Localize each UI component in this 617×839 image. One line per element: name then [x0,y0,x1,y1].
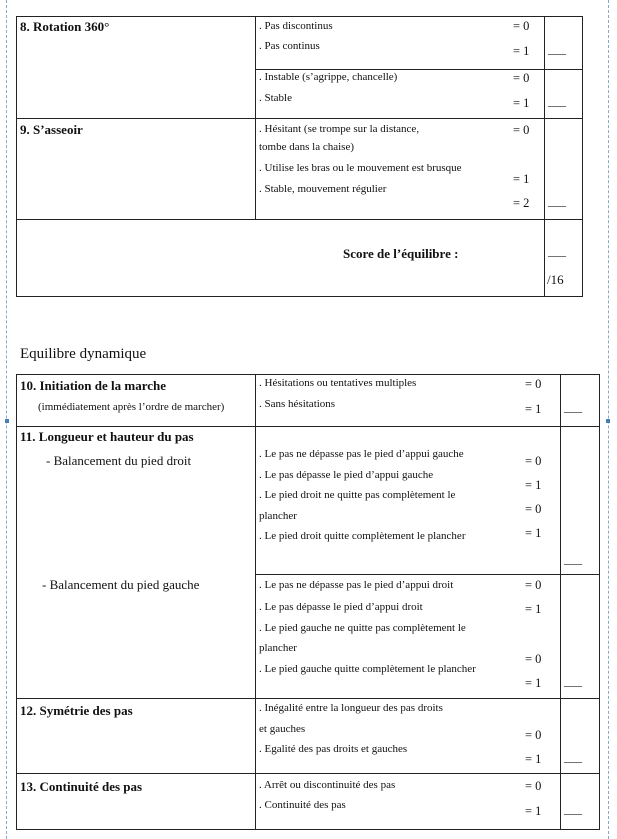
item-title: 10. Initiation de la marche [20,378,167,393]
section-heading: Equilibre dynamique [20,346,147,362]
option-score: = 2 [513,196,530,210]
row-divider [16,773,600,774]
option-text: . Le pas ne dépasse pas le pied d’appui gauche [259,448,464,460]
column-divider [544,16,545,297]
option-score: = 1 [513,172,530,186]
score-blank[interactable]: ___ [564,674,582,688]
option-text: . Le pas dépasse le pied d’appui gauche [259,469,434,481]
option-score: = 0 [525,728,542,742]
option-text: . Hésitant (se trompe sur la distance, [259,123,420,135]
option-text: . Pas continus [259,40,320,52]
option-text: . Le pied gauche ne quitte pas complètement le [259,622,466,634]
option-score: = 1 [525,752,542,766]
row-divider [16,219,583,220]
score-blank[interactable]: ___ [564,802,582,816]
option-text: . Le pied gauche quitte complètement le plancher [259,663,476,675]
balance-score-label: Score de l’équilibre : [343,246,459,261]
option-score: = 0 [525,779,542,793]
option-score: = 0 [525,502,542,516]
option-text: . Instable (s’agrippe, chancelle) [259,71,398,83]
item-title: 12. Symétrie des pas [20,703,133,718]
column-divider [255,16,256,219]
score-blank[interactable]: ___ [564,552,582,566]
option-score: = 1 [525,478,542,492]
page-marker-left [5,419,9,423]
row-divider [16,426,600,427]
option-text: . Arrêt ou discontinuité des pas [259,779,396,791]
score-blank[interactable]: ___ [564,400,582,414]
option-score: = 0 [513,123,530,137]
score-blank[interactable]: ___ [548,194,566,208]
option-text: . Le pied droit quitte complètement le plancher [259,530,466,542]
item-title: 11. Longueur et hauteur du pas [20,429,194,444]
option-text: . Egalité des pas droits et gauches [259,743,408,755]
option-text: . Stable [259,92,292,104]
option-score: = 0 [513,19,530,33]
column-divider [255,374,256,830]
option-score: = 0 [513,71,530,85]
option-text: . Inégalité entre la longueur des pas droits [259,702,443,714]
balance-score-max: /16 [547,272,564,287]
option-score: = 0 [525,578,542,592]
option-text: tombe dans la chaise) [259,141,354,153]
score-blank[interactable]: ___ [548,42,566,56]
option-score: = 0 [525,377,542,391]
option-text: plancher [259,510,297,522]
score-blank[interactable]: ___ [548,244,566,258]
option-score: = 0 [525,652,542,666]
option-text: . Continuité des pas [259,799,346,811]
option-score: = 1 [513,96,530,110]
balance-table [16,16,583,297]
column-divider [560,374,561,830]
option-text: . Utilise les bras ou le mouvement est brusque [259,162,462,174]
option-score: = 1 [525,526,542,540]
option-text: . Hésitations ou tentatives multiples [259,377,417,389]
option-score: = 0 [525,454,542,468]
subrow-label: - Balancement du pied droit [46,453,192,468]
row-divider [255,574,600,575]
row-divider [16,118,583,119]
option-text: . Le pas dépasse le pied d’appui droit [259,601,423,613]
option-text: plancher [259,642,297,654]
option-text: . Le pied droit ne quitte pas complètement le [259,489,456,501]
option-score: = 1 [513,44,530,58]
option-score: = 1 [525,402,542,416]
score-blank[interactable]: ___ [548,94,566,108]
subrow-label: - Balancement du pied gauche [42,577,200,592]
item-title: 9. S’asseoir [20,122,83,137]
item-title: 8. Rotation 360° [20,19,110,34]
page-marker-right [606,419,610,423]
item-subtitle: (immédiatement après l’ordre de marcher) [38,401,225,413]
option-text: . Le pas ne dépasse pas le pied d’appui droit [259,579,454,591]
row-divider [16,698,600,699]
score-blank[interactable]: ___ [564,750,582,764]
option-text: et gauches [259,723,306,735]
item-title: 13. Continuité des pas [20,779,143,794]
option-score: = 1 [525,804,542,818]
option-score: = 1 [525,676,542,690]
row-divider [255,69,583,70]
option-score: = 1 [525,602,542,616]
option-text: . Stable, mouvement régulier [259,183,387,195]
option-text: . Pas discontinus [259,20,333,32]
option-text: . Sans hésitations [259,398,336,410]
